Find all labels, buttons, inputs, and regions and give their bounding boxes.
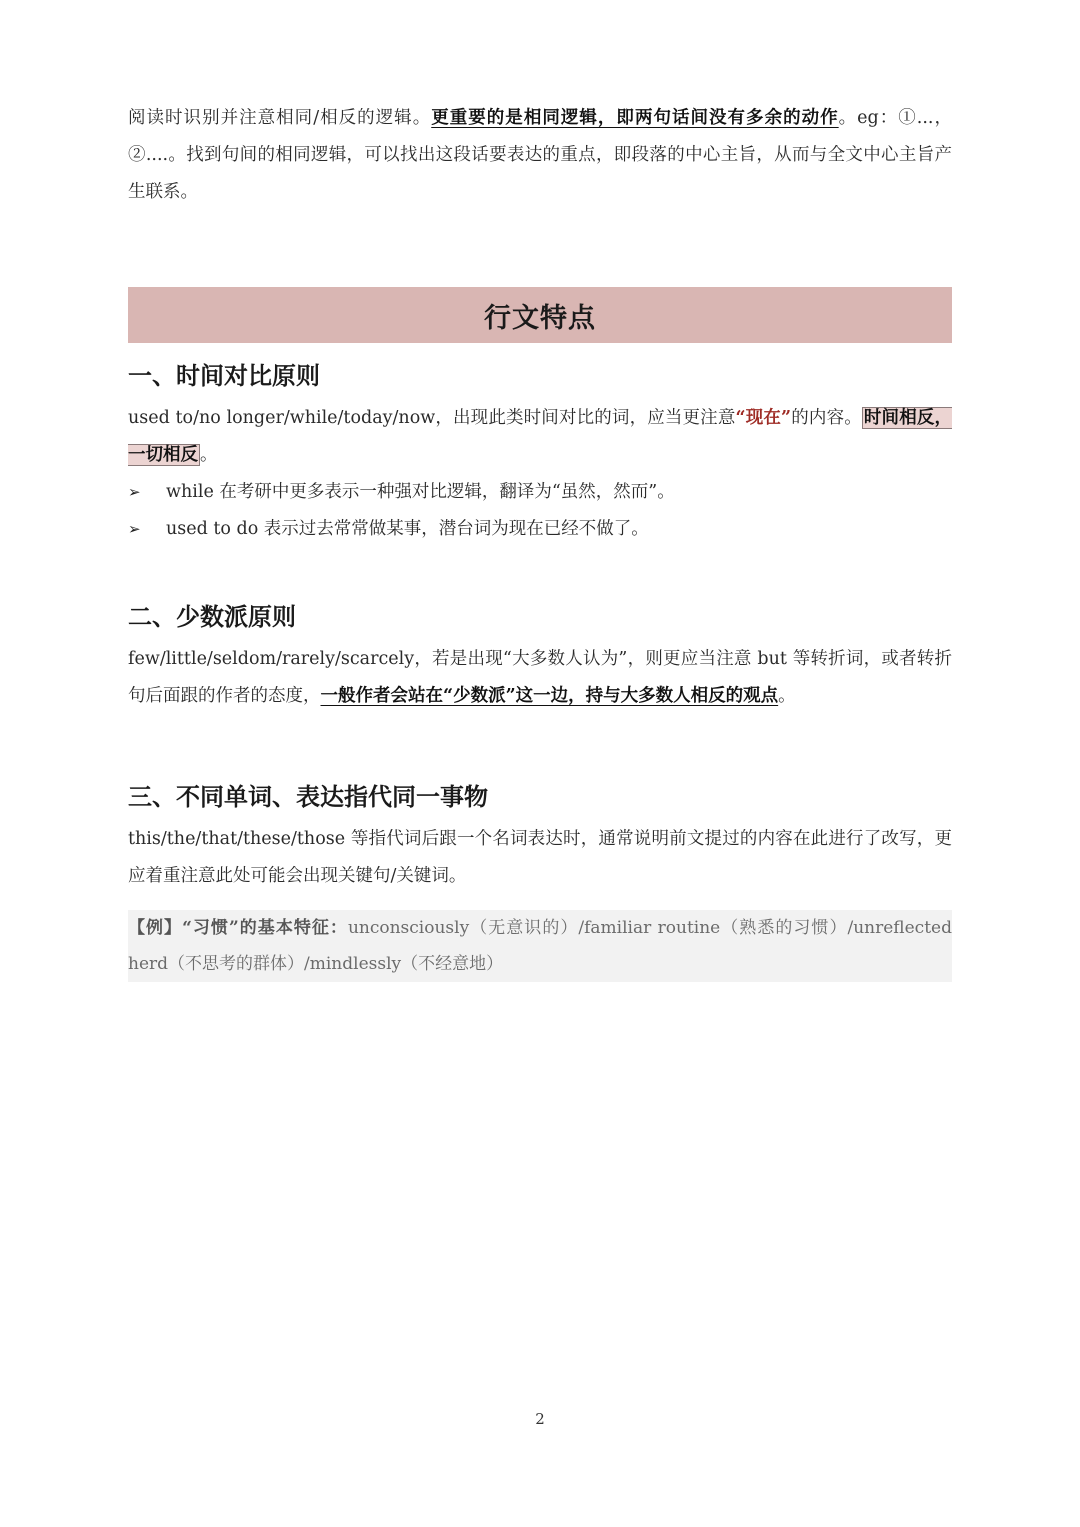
section1-text-3: 。	[200, 445, 218, 465]
bullet-arrow-icon: ➢	[128, 520, 141, 538]
intro-text-1: 阅读时识别并注意相同/相反的逻辑。	[128, 108, 432, 128]
section-banner	[128, 287, 952, 343]
section2-text-2: 。	[778, 686, 796, 706]
section1-red-text: “现在”	[735, 408, 792, 428]
example-text: unconsciously（无意识的）/familiar routine（熟悉的习惯）/unreflected herd（不思考的群体）/mindlessly（不经意地）	[128, 918, 952, 974]
example-lead: 【例】“习惯”的基本特征：	[128, 918, 348, 938]
bullet-item	[128, 477, 952, 507]
section1-text-1: used to/no longer/while/today/now，出现此类时间对比的词，应当更注意	[128, 408, 736, 428]
section2-paragraph	[128, 641, 952, 715]
section1-highlight: 时间相反，一切相反	[128, 408, 953, 465]
intro-emphasis: 更重要的是相同逻辑，即两句话间没有多余的动作	[431, 108, 839, 128]
section1-paragraph	[128, 400, 952, 474]
section1-heading: 一、时间对比原则	[128, 362, 320, 390]
bullet-text: used to do 表示过去常常做某事，潜台词为现在已经不做了。	[166, 519, 649, 539]
section2-text-1: few/little/seldom/rarely/scarcely，若是出现“大多数人认为”，则更应当注意 but 等转折词，或者转折句后面跟的作者的态度，	[128, 649, 952, 706]
page-number: 2	[535, 1410, 545, 1428]
intro-text-2: 。eg：①...，②....。找到句间的相同逻辑，可以找出这段话要表达的重点，即段落的中心主旨，从而与全文中心主旨产生联系。	[128, 108, 952, 202]
bullet-item	[128, 514, 952, 544]
section3-paragraph: this/the/that/these/those 等指代词后跟一个名词表达时，通常说明前文提过的内容在此进行了改写，更应着重注意此处可能会出现关键句/关键词。	[128, 829, 952, 886]
bullet-text: while 在考研中更多表示一种强对比逻辑，翻译为“虽然，然而”。	[166, 482, 675, 502]
bullet-arrow-icon: ➢	[128, 483, 141, 501]
banner-title: 行文特点	[484, 302, 596, 334]
section1-text-2: 的内容。	[791, 408, 862, 428]
section2-heading: 二、少数派原则	[128, 603, 296, 631]
section2-emphasis: 一般作者会站在“少数派”这一边，持与大多数人相反的观点	[320, 686, 779, 706]
section3-heading: 三、不同单词、表达指代同一事物	[128, 783, 488, 811]
example-box	[128, 910, 952, 982]
intro-paragraph	[128, 100, 952, 211]
